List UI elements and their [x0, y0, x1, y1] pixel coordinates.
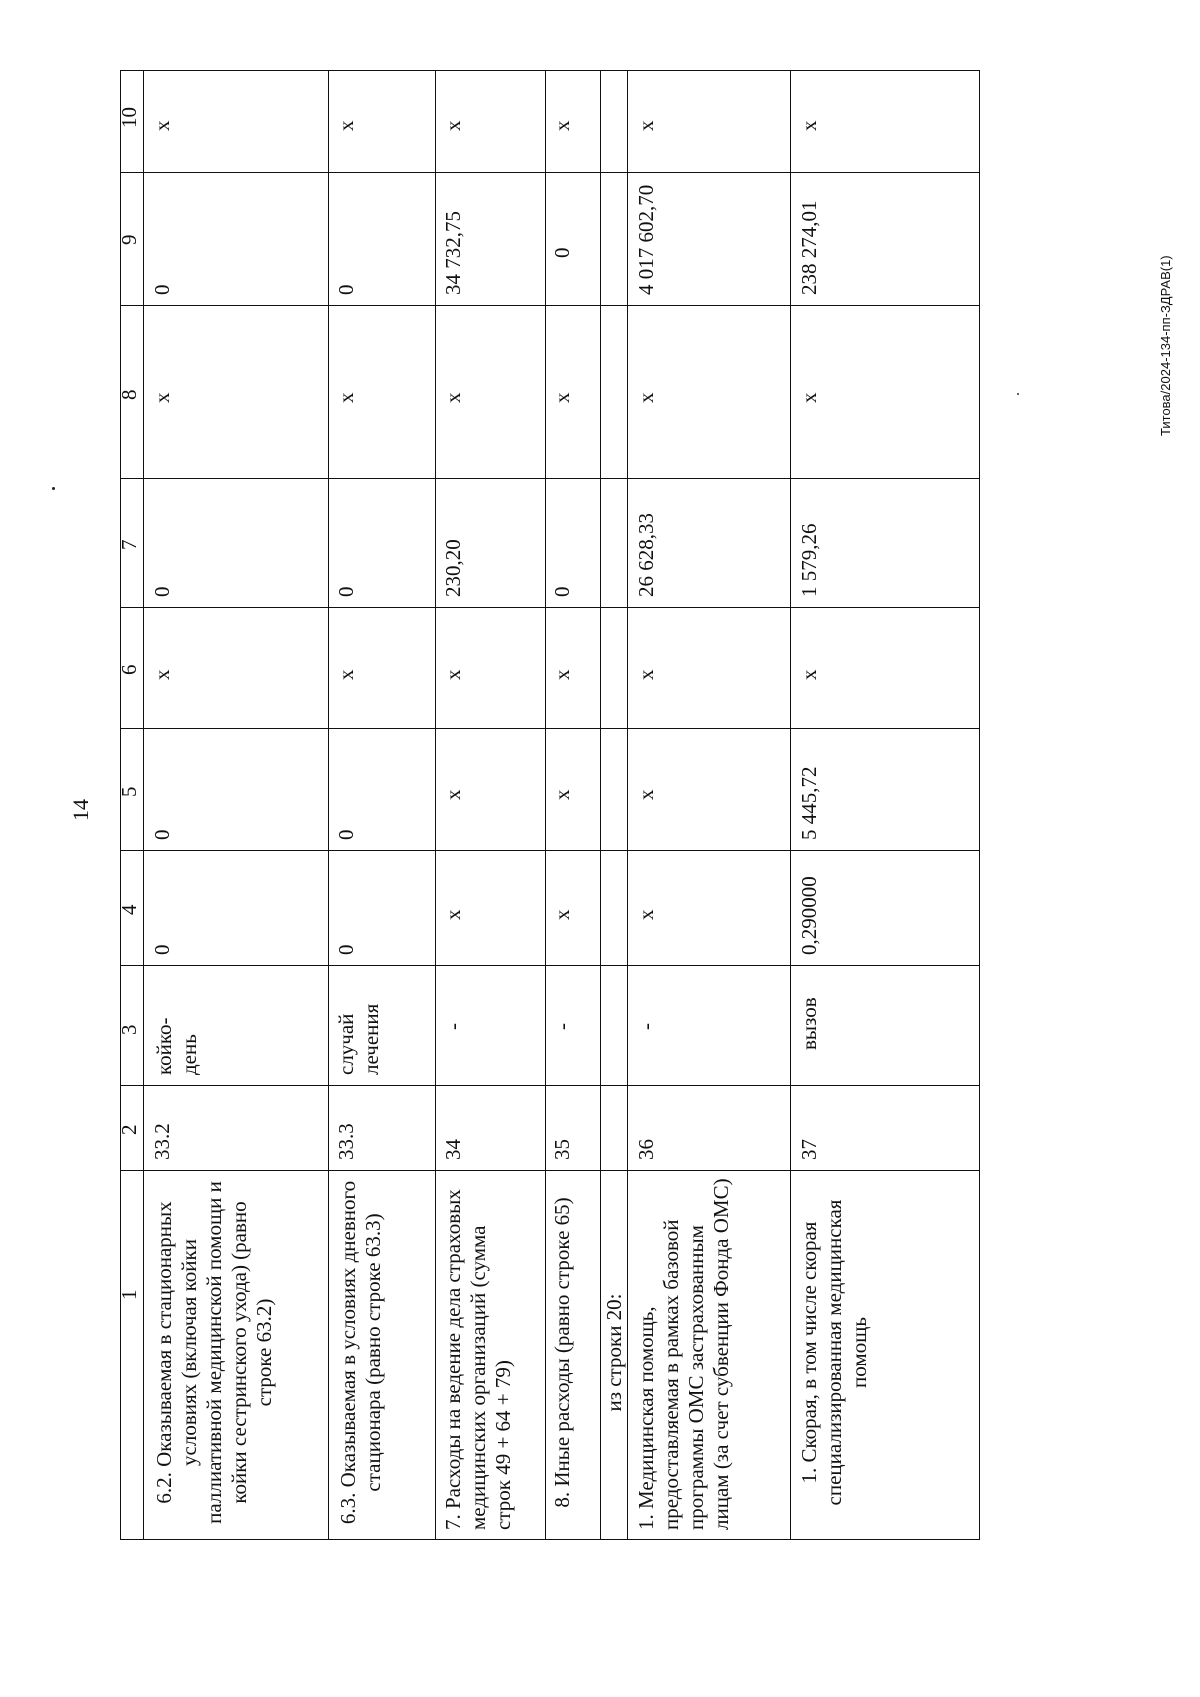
value-cell: х [797, 392, 821, 403]
unit: койко-день [152, 1017, 201, 1075]
grid-line [120, 728, 980, 729]
value-cell: х [550, 789, 574, 800]
value-cell: 0 [150, 944, 174, 955]
value-cell: х [150, 120, 174, 131]
grid-line [790, 70, 791, 1540]
value-cell: 230,20 [441, 539, 465, 597]
row-label: 1. Медицинская помощь, предоставляемая в рамках базовой программы ОМС застрахованным лицам (за счет субвенции Фонда ОМС) [634, 1178, 733, 1530]
value-cell: х [150, 392, 174, 403]
value-cell: 4 017 602,70 [634, 184, 658, 295]
value-cell: х [634, 789, 658, 800]
stray-mark [52, 487, 55, 490]
grid-line [120, 305, 980, 306]
header-cell: 9 [117, 234, 141, 245]
row-label: 6.2. Оказываемая в стационарных условиях (включая койки паллиативной медицинской помощи и койки сестринского ухода) (равно строке 63.2) [152, 1181, 276, 1524]
value-cell: х [634, 392, 658, 403]
value-cell: 0,290000 [797, 876, 821, 955]
grid-line [328, 70, 329, 1540]
value-cell: х [550, 909, 574, 920]
value-cell: х [441, 789, 465, 800]
value-cell: 0 [334, 284, 358, 295]
value-cell: 238 274,01 [797, 200, 821, 295]
header-cell: 3 [117, 1024, 141, 1035]
grid-line [120, 850, 980, 851]
value-cell: х [334, 392, 358, 403]
grid-line [627, 70, 628, 1540]
row-label: 8. Иные расходы (равно строке 65) [550, 1197, 574, 1508]
value-cell: 0 [334, 586, 358, 597]
unit: - [550, 1023, 574, 1030]
unit: - [441, 1023, 465, 1030]
grid-line [435, 70, 436, 1540]
header-cell: 10 [117, 107, 141, 128]
value-cell: х [634, 669, 658, 680]
value-cell: х [550, 392, 574, 403]
grid-line [120, 1085, 980, 1086]
line-number: 33.2 [150, 1123, 174, 1160]
value-cell: х [441, 909, 465, 920]
line-number: 34 [441, 1139, 465, 1160]
grid-line [120, 1170, 980, 1171]
row-label: 6.3. Оказываемая в условиях дневного стационара (равно строке 63.3) [336, 1180, 385, 1525]
value-cell: 0 [150, 284, 174, 295]
row-label: 1. Скорая, в том числе скорая специализированная медицинская помощь [797, 1199, 871, 1506]
value-cell: х [334, 669, 358, 680]
line-number: 36 [634, 1139, 658, 1160]
section-subheading: из строки 20: [602, 1293, 626, 1412]
value-cell: х [797, 120, 821, 131]
value-cell: 0 [334, 944, 358, 955]
grid-line [600, 70, 601, 1540]
value-cell: 0 [550, 247, 574, 258]
value-cell: х [797, 669, 821, 680]
header-cell: 7 [117, 539, 141, 550]
document-code: Титова/2024-134-пп-ЗДРАВ(1) [1158, 255, 1173, 436]
value-cell: 0 [150, 586, 174, 597]
header-cell: 5 [117, 786, 141, 797]
page-number: 14 [68, 799, 93, 821]
grid-line [120, 172, 980, 173]
header-cell: 1 [117, 1289, 141, 1300]
value-cell: х [150, 669, 174, 680]
header-cell: 4 [117, 904, 141, 915]
line-number: 33.3 [334, 1123, 358, 1160]
grid-line [143, 70, 144, 1540]
value-cell: 34 732,75 [441, 211, 465, 295]
value-cell: х [634, 909, 658, 920]
header-cell: 6 [117, 664, 141, 675]
header-cell: 8 [117, 389, 141, 400]
value-cell: 0 [550, 586, 574, 597]
row-label: 7. Расходы на ведение дела страховых медицинских организаций (сумма строк 49 + 64 + 79) [441, 1189, 515, 1530]
value-cell: 1 579,26 [797, 523, 821, 597]
grid-line [120, 478, 980, 479]
header-cell: 2 [117, 1124, 141, 1135]
value-cell: 26 628,33 [634, 513, 658, 597]
stray-mark [1017, 393, 1019, 395]
value-cell: х [550, 669, 574, 680]
grid-line [120, 965, 980, 966]
grid-line [120, 607, 980, 608]
value-cell: 5 445,72 [797, 766, 821, 840]
unit: вызов [797, 997, 821, 1050]
value-cell: 0 [150, 829, 174, 840]
value-cell: х [634, 120, 658, 131]
value-cell: х [441, 120, 465, 131]
line-number: 35 [550, 1139, 574, 1160]
unit: - [634, 1023, 658, 1030]
line-number: 37 [797, 1139, 821, 1160]
value-cell: х [441, 669, 465, 680]
grid-line [545, 70, 546, 1540]
unit: случай лечения [334, 1003, 383, 1075]
value-cell: х [550, 120, 574, 131]
value-cell: 0 [334, 829, 358, 840]
value-cell: х [441, 392, 465, 403]
value-cell: х [334, 120, 358, 131]
